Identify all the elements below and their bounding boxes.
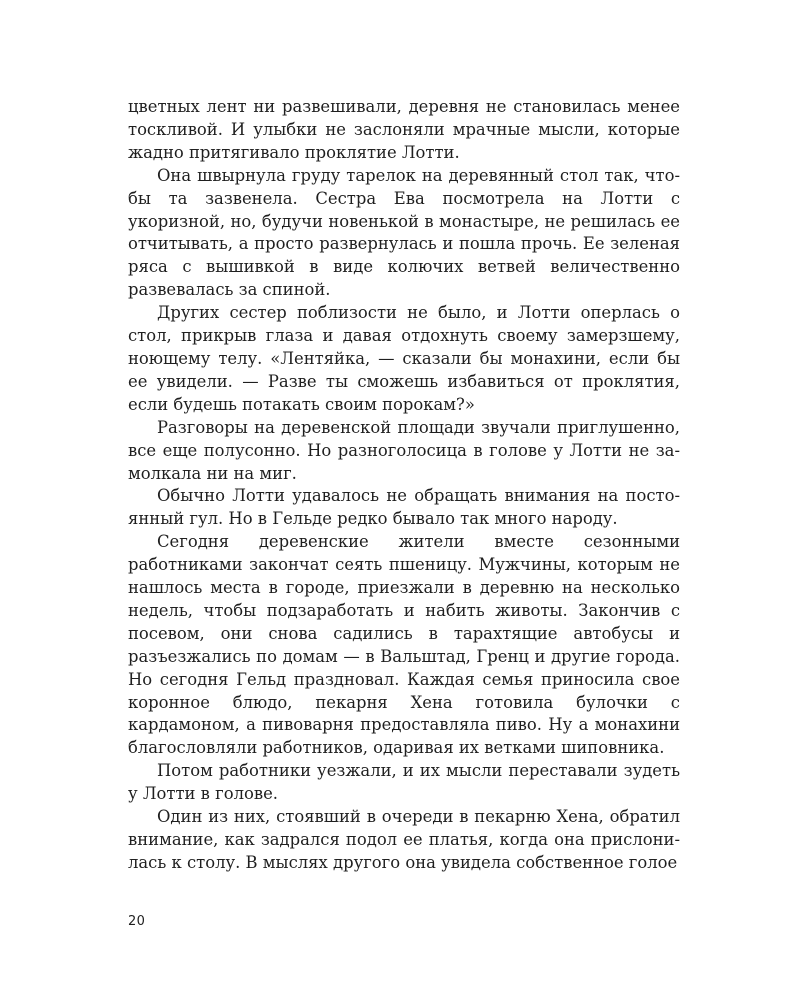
paragraph-8: Один из них, стоявший в очереди в пекарню Хена, обратил внимание, как задрался подол ее платья, когда она прислонилась к столу. В мыслях другого она увидела собственное голое [128, 807, 680, 872]
paragraph-1: цветных лент ни развешивали, деревня не становилась менее тоскливой. И улыбки не заслоняли мрачные мысли, которые жадно притягивало проклятие Лотти. [128, 97, 680, 162]
paragraph-6: Сегодня деревенские жители вместе сезонными работниками закончат сеять пшеницу. Мужчины, которым не нашлось места в городе, приезжали в деревню на несколько недель, чтобы подзаработать и набить животы. Закончив с посевом, они снова садились в тарахтящие автобусы и разъезжались по домам — в Вальштад, Гренц и другие города. Но сегодня Гельд праздновал. Каждая семья приносила свое коронное блюдо, пекарня Хена готовила булочки с кардамоном, а пивоварня предоставляла пиво. Ну а монахини благословляли работников, одаривая их ветками шиповника. [128, 532, 680, 758]
page-number: 20 [128, 914, 146, 929]
paragraph-4: Разговоры на деревенской площади звучали приглушенно, все еще полусонно. Но разноголосица в голове у Лотти не замолкала ни на миг. [128, 417, 680, 483]
paragraph-2: Она швырнула груду тарелок на деревянный стол так, чтобы та зазвенела. Сестра Ева посмотрела на Лотти с укоризной, но, будучи новенькой в монастыре, не решилась ее отчитывать, а просто развернулась и пошла прочь. Ее зеленая ряса с вышивкой в виде колючих ветвей величественно развевалась за спиной. [128, 165, 680, 300]
paragraph-5: Обычно Лотти удавалось не обращать внимания на постоянный гул. Но в Гельде редко бывало так много народу. [128, 486, 680, 529]
paragraph-7: Потом работники уезжали, и их мысли переставали зудеть у Лотти в голове. [128, 761, 680, 804]
paragraph-3: Других сестер поблизости не было, и Лотти оперлась о стол, прикрыв глаза и давая отдохнуть своему замерзшему, ноющему телу. «Лентяйка, — сказали бы монахини, если бы ее увидели. — Разве ты сможешь избавиться от проклятия, если будешь потакать своим порокам?» [128, 303, 680, 414]
body-text [128, 96, 680, 875]
